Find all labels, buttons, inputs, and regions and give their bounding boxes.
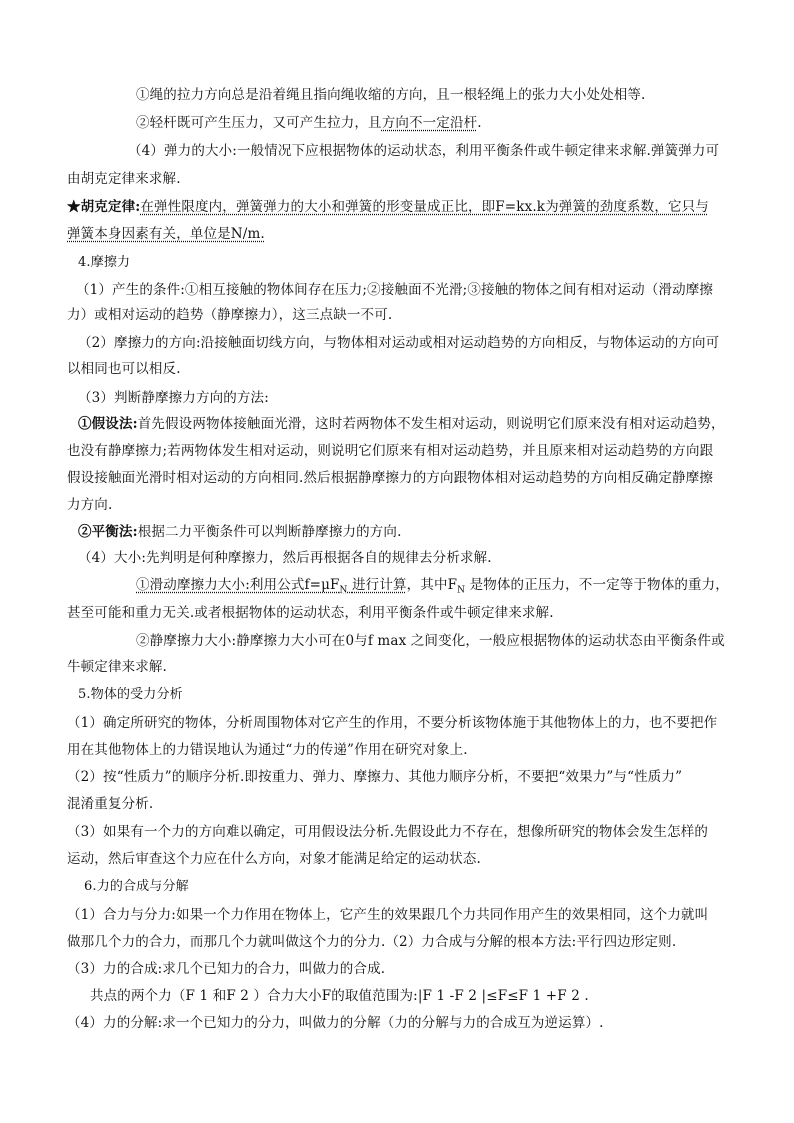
rope-tension-note: ①绳的拉力方向总是沿着绳且指向绳收缩的方向，且一根轻绳上的张力大小处处相等.: [136, 87, 646, 103]
force-composition-p3: （3）力的合成:求几个已知力的合力，叫做力的合成.: [67, 961, 386, 977]
balance-method-label: ②平衡法:: [78, 524, 138, 540]
friction-size-title: （4）大小:先判明是何种摩擦力，然后再根据各自的规律去分析求解.: [78, 550, 492, 566]
rod-force-note: [136, 114, 482, 132]
force-analysis-p3-line1: （3）如果有一个力的方向难以确定，可用假设法分析.先假设此力不存在，想像所研究的物体会发生怎样的: [67, 824, 709, 840]
sliding-friction-line2: 甚至可能和重力无关.或者根据物体的运动状态，利用平衡条件或牛顿定律来求解.: [67, 605, 554, 621]
assumption-method-label: ①假设法:: [78, 416, 138, 432]
static-friction-size-line1: ②静摩擦力大小:静摩擦力大小可在0与f max 之间变化，一般应根据物体的运动状态由平衡条件或: [136, 633, 725, 649]
assumption-method-line1: [78, 415, 725, 433]
balance-method-line: [78, 523, 402, 541]
static-friction-size-line2: 牛顿定律来求解.: [67, 659, 167, 675]
section4-title: 4.摩擦力: [78, 255, 131, 270]
section5-title: 5.物体的受力分析: [78, 687, 183, 702]
static-friction-method-title: （3）判断静摩擦力方向的方法:: [78, 390, 269, 406]
elastic-force-size-line2: 由胡克定律来求解.: [67, 171, 181, 187]
force-analysis-p2-line2: 混淆重复分析.: [67, 796, 154, 812]
friction-direction-line2: 以相同也可以相反.: [67, 361, 181, 377]
force-analysis-p3-line2: 运动，然后审查这个力应在什么方向，对象才能满足给定的运动状态.: [67, 851, 481, 867]
rod-note-underlined: 方向不一定沿杆: [381, 115, 478, 131]
elastic-force-size-line1: （4）弹力的大小:一般情况下应根据物体的运动状态，利用平衡条件或牛顿定律来求解.弹簧弹力可: [128, 143, 720, 159]
hooke-law-text: 在弹性限度内，弹簧弹力的大小和弹簧的形变量成正比，即F=kx.k为弹簧的劲度系数，它只与: [140, 199, 709, 215]
star-icon: ★: [67, 199, 81, 215]
force-analysis-p1-line2: 用在其他物体上的力错误地认为通过“力的传递”作用在研究对象上.: [67, 742, 468, 758]
balance-method-text: 根据二力平衡条件可以判断静摩擦力的方向.: [137, 524, 402, 540]
force-analysis-p2-line1: （2）按“性质力”的顺序分析.即按重力、弹力、摩擦力、其他力顺序分析，不要把“效果力”与“性质力”: [67, 769, 683, 785]
hooke-law-label: 胡克定律:: [80, 199, 141, 215]
hooke-law-line1: [67, 198, 709, 216]
force-composition-p1-line2: 做那几个力的合力，而那几个力就叫做这个力的分力.（2）力合成与分解的根本方法:平行四边形定则.: [67, 934, 677, 950]
sliding-friction-line1: ①滑动摩擦力大小:利用公式$f=\mu F_N$ 进行计算，其中$F_N$ 是物体的正压力，不一定等于物体的重力，: [136, 577, 729, 596]
assumption-method-text: 首先假设两物体接触面光滑，这时若两物体不发生相对运动，则说明它们原来没有相对运动趋势，: [137, 416, 725, 432]
assumption-method-line3: 假设接触面光滑时相对运动的方向相同.然后根据静摩擦力的方向跟物体相对运动趋势的方向相反确定静摩擦: [67, 470, 713, 486]
force-composition-p1-line1: （1）合力与分力:如果一个力作用在物体上，它产生的效果跟几个力共同作用产生的效果相同，这个力就叫: [67, 907, 709, 923]
assumption-method-line4: 力方向.: [67, 497, 113, 513]
sliding-friction-formula: ①滑动摩擦力大小:利用公式$f=\mu F_N$ 进行计算: [136, 577, 407, 596]
friction-condition-line2: 力）或相对运动的趋势（静摩擦力），这三点缺一不可.: [67, 307, 393, 323]
rod-note-text: ②轻杆既可产生压力，又可产生拉力，且: [136, 115, 382, 131]
force-decomposition-p4: （4）力的分解:求一个已知力的分力，叫做力的分解（力的分解与力的合成互为逆运算）.: [67, 1015, 604, 1031]
resultant-force-range: 共点的两个力（F 1 和F 2 ）合力大小F的取值范围为:|F 1 -F 2 |≤F≤F 1 +F 2 .: [90, 988, 589, 1004]
force-analysis-p1-line1: （1）确定所研究的物体，分析周围物体对它产生的作用，不要分析该物体施于其他物体上的力，也不要把作: [67, 715, 718, 731]
friction-condition-line1: （1）产生的条件:①相互接触的物体间存在压力;②接触面不光滑;③接触的物体之间有相对运动（滑动摩擦: [76, 282, 714, 298]
hooke-law-line2: 弹簧本身因素有关，单位是N/m.: [67, 226, 265, 242]
assumption-method-line2: 也没有静摩擦力;若两物体发生相对运动，则说明它们原来有相对运动趋势，并且原来相对运动趋势的方向跟: [67, 443, 714, 459]
rod-note-end: .: [477, 115, 482, 131]
friction-direction-line1: （2）摩擦力的方向:沿接触面切线方向，与物体相对运动或相对运动趋势的方向相反，与物体运动的方向可: [78, 335, 720, 351]
section6-title: 6.力的合成与分解: [84, 879, 189, 894]
